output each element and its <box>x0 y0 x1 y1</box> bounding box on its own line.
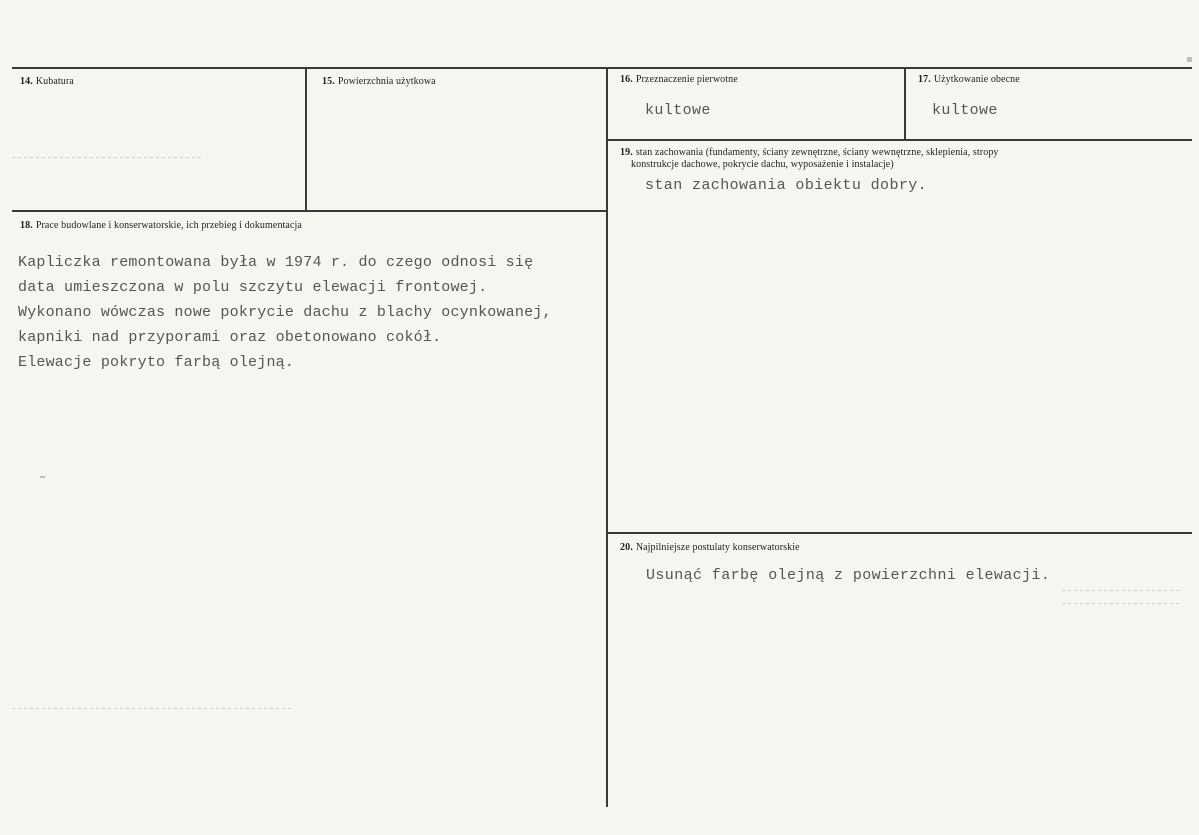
field-16-number: 16. <box>620 74 633 85</box>
scan-mark <box>1187 57 1192 62</box>
field-16-label <box>620 74 738 85</box>
divider-center <box>606 67 608 807</box>
field-20-number: 20. <box>620 542 633 553</box>
field-18-line: Wykonano wówczas nowe pokrycie dachu z blachy ocynkowanej, <box>18 304 552 321</box>
rule-above-20 <box>608 532 1192 534</box>
field-17-number: 17. <box>918 74 931 85</box>
field-20-title: Najpilniejsze postulaty konserwatorskie <box>635 542 800 553</box>
top-rule <box>12 67 1192 69</box>
field-14-label <box>20 76 74 87</box>
field-18-text <box>18 250 552 375</box>
field-14-title: Kubatura <box>35 76 74 87</box>
field-18-label <box>20 220 302 231</box>
rule-under-16-17 <box>608 139 1192 141</box>
field-15-number: 15. <box>322 76 335 87</box>
scan-speck <box>12 157 202 158</box>
rule-under-14-15 <box>12 210 606 212</box>
field-18-line: kapniki nad przyporami oraz obetonowano cokół. <box>18 329 442 346</box>
field-15-label <box>322 76 436 87</box>
field-14-number: 14. <box>20 76 33 87</box>
field-19-label <box>620 147 999 158</box>
field-16-value: kultowe <box>645 102 711 119</box>
field-18-title: Prace budowlane i konserwatorskie, ich przebieg i dokumentacja <box>35 220 302 231</box>
field-18-number: 18. <box>20 220 33 231</box>
field-18-line: Elewacje pokryto farbą olejną. <box>18 354 295 371</box>
field-19-value: stan zachowania obiektu dobry. <box>645 177 928 194</box>
field-17-title: Użytkowanie obecne <box>933 74 1020 85</box>
field-15-title: Powierzchnia użytkowa <box>337 76 436 87</box>
field-18-line: Kapliczka remontowana była w 1974 r. do czego odnosi się <box>18 254 534 271</box>
scan-speck <box>1062 590 1182 591</box>
field-17-label <box>918 74 1020 85</box>
divider-16-17 <box>904 67 906 140</box>
scan-speck <box>1062 603 1182 604</box>
field-20-value: Usunąć farbę olejną z powierzchni elewacji. <box>646 567 1051 584</box>
scan-mark <box>40 476 45 478</box>
field-18-line: data umieszczona w polu szczytu elewacji frontowej. <box>18 279 488 296</box>
field-17-value: kultowe <box>932 102 998 119</box>
divider-14-15 <box>305 67 307 211</box>
field-19-title-line1: stan zachowania (fundamenty, ściany zewnętrzne, ściany wewnętrzne, sklepienia, stropy <box>635 147 999 158</box>
field-19-number: 19. <box>620 147 633 158</box>
field-19-label-line2: konstrukcje dachowe, pokrycie dachu, wyposażenie i instalacje) <box>631 159 894 170</box>
field-20-label <box>620 542 800 553</box>
scan-speck <box>12 708 292 709</box>
field-16-title: Przeznaczenie pierwotne <box>635 74 738 85</box>
